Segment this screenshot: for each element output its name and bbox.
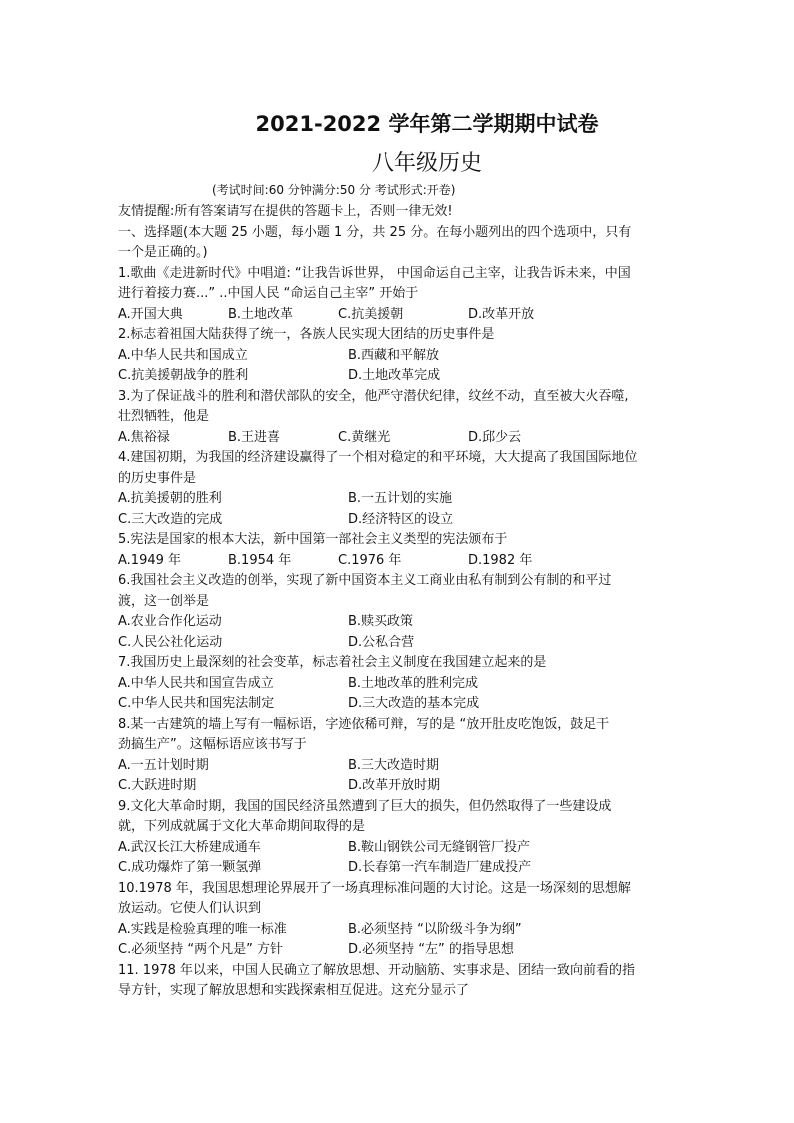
option-b: B.土地改革的胜利完成 bbox=[348, 675, 479, 691]
option-b: B.1954 年 bbox=[228, 552, 292, 568]
question-text-line: 4.建国初期，为我国的经济建设赢得了一个相对稳定的和平环境，大大提高了我国国际地位 bbox=[118, 450, 638, 465]
option-row bbox=[118, 551, 678, 572]
option-d: D.土地改革完成 bbox=[348, 368, 441, 383]
option-b: B.赎买政策 bbox=[348, 614, 414, 629]
option-row bbox=[118, 305, 678, 326]
option-row bbox=[118, 838, 678, 859]
question-text-line: 6.我国社会主义改造的创举，实现了新中国资本主义工商业由私有制到公有制的和平过 bbox=[118, 573, 612, 588]
option-d: D.三大改造的基本完成 bbox=[348, 696, 480, 711]
exam-body bbox=[118, 202, 678, 1002]
question-11 bbox=[118, 961, 678, 1002]
option-b: B.土地改革 bbox=[228, 306, 294, 322]
option-a: A.中华人民共和国成立 bbox=[118, 347, 248, 363]
question-text-line: 渡，这一创举是 bbox=[118, 593, 210, 609]
option-c: C.中华人民共和国宪法制定 bbox=[118, 696, 275, 711]
option-d: D.改革开放 bbox=[468, 306, 535, 322]
option-b: B.王进喜 bbox=[228, 429, 281, 445]
question-text-line: 劲搞生产”。这幅标语应该书写于 bbox=[118, 737, 307, 752]
option-a: A.农业合作化运动 bbox=[118, 614, 222, 629]
option-row bbox=[118, 858, 678, 879]
option-d: D.经济特区的设立 bbox=[348, 511, 454, 527]
option-row bbox=[118, 920, 678, 941]
reminder: 友情提醒:所有答案请写在提供的答题卡上，否则一律无效! bbox=[118, 204, 453, 219]
question-10 bbox=[118, 879, 678, 961]
question-text-line: 8.某一古建筑的墙上写有一幅标语，字迹依稀可辩，写的是 “放开肚皮吃饱饭，鼓足干 bbox=[118, 716, 610, 732]
option-b: B.一五计划的实施 bbox=[348, 491, 453, 506]
option-row bbox=[118, 756, 678, 777]
question-text-line: 3.为了保证战斗的胜利和潜伏部队的安全，他严守潜伏纪律，纹丝不动，直至被大火吞噬, bbox=[118, 388, 629, 404]
exam-info: (考试时间:60 分钟满分:50 分 考试形式:开卷) bbox=[212, 183, 456, 197]
option-b: B.西藏和平解放 bbox=[348, 347, 440, 363]
question-3 bbox=[118, 387, 678, 449]
question-text-line: 导方针，实现了解放思想和实践探索相互促进。这充分显示了 bbox=[118, 983, 470, 998]
option-a: A.中华人民共和国宣告成立 bbox=[118, 675, 274, 691]
option-row bbox=[118, 346, 678, 367]
option-a: A.一五计划时期 bbox=[118, 757, 209, 773]
option-row bbox=[118, 612, 678, 633]
option-row bbox=[118, 940, 678, 961]
exam-title: 2021-2022 学年第二学期期中试卷 bbox=[255, 112, 599, 136]
question-text-line: 2.标志着祖国大陆获得了统一，各族人民实现大团结的历史事件是 bbox=[118, 327, 495, 342]
option-a: A.1949 年 bbox=[118, 552, 182, 568]
section-heading-line1: 一、选择题(本大题 25 小题，每小题 1 分，共 25 分。在每小题列出的四个选项中，只有 bbox=[118, 224, 632, 240]
question-text-line: 1.歌曲《走进新时代》中唱道: “让我告诉世界， 中国命运自己主宰，让我告诉未来，中国 bbox=[118, 265, 631, 281]
option-row bbox=[118, 489, 678, 510]
question-9 bbox=[118, 797, 678, 879]
question-text-line: 就，下列成就属于文化大革命期间取得的是 bbox=[118, 819, 366, 834]
option-row bbox=[118, 633, 678, 654]
option-c: C.抗美援朝 bbox=[338, 306, 404, 322]
option-c: C.抗美援朝战争的胜利 bbox=[118, 368, 249, 383]
question-8 bbox=[118, 715, 678, 797]
option-a: A.焦裕禄 bbox=[118, 429, 170, 445]
question-4 bbox=[118, 448, 678, 530]
option-d: D.长春第一汽车制造厂建成投产 bbox=[348, 860, 532, 875]
option-c: C.成功爆炸了第一颗氢弹 bbox=[118, 860, 262, 875]
question-text-line: 进行着接力赛...” ..中国人民 “命运自己主宰” 开始于 bbox=[118, 286, 419, 301]
option-c: C.1976 年 bbox=[338, 552, 402, 568]
question-5 bbox=[118, 530, 678, 571]
option-row bbox=[118, 776, 678, 797]
question-text-line: 壮烈牺牲，他是 bbox=[118, 409, 210, 424]
option-d: D.改革开放时期 bbox=[348, 778, 441, 793]
option-row bbox=[118, 366, 678, 387]
option-c: C.人民公社化运动 bbox=[118, 634, 223, 650]
option-row bbox=[118, 510, 678, 531]
question-text-line: 9.文化大革命时期，我国的国民经济虽然遭到了巨大的损失，但仍然取得了一些建设成 bbox=[118, 798, 612, 814]
option-c: C.黄继光 bbox=[338, 429, 391, 445]
option-row bbox=[118, 428, 678, 449]
question-list bbox=[118, 264, 678, 1002]
option-a: A.实践是检验真理的唯一标准 bbox=[118, 921, 287, 937]
question-text-line: 10.1978 年，我国思想理论界展开了一场真理标准问题的大讨论。这是一场深刻的思想解 bbox=[118, 880, 631, 896]
option-d: D.1982 年 bbox=[468, 552, 533, 568]
question-1 bbox=[118, 264, 678, 326]
option-a: A.开国大典 bbox=[118, 306, 183, 322]
option-b: B.三大改造时期 bbox=[348, 757, 440, 773]
option-d: D.公私合营 bbox=[348, 634, 415, 650]
question-text-line: 放运动。它使人们认识到 bbox=[118, 901, 262, 916]
option-b: B.鞍山钢铁公司无缝钢管厂投产 bbox=[348, 839, 531, 855]
exam-subtitle: 八年级历史 bbox=[371, 151, 482, 176]
option-c: C.三大改造的完成 bbox=[118, 511, 223, 527]
question-text-line: 7.我国历史上最深刻的社会变革，标志着社会主义制度在我国建立起来的是 bbox=[118, 655, 547, 670]
option-row bbox=[118, 674, 678, 695]
section-heading-line2: 一个是正确的。) bbox=[118, 245, 208, 260]
option-d: D.邱少云 bbox=[468, 429, 522, 445]
option-c: C.必须坚持 “两个凡是” 方针 bbox=[118, 942, 283, 957]
question-text-line: 5.宪法是国家的根本大法，新中国第一部社会主义类型的宪法颁布于 bbox=[118, 532, 508, 547]
option-b: B.必须坚持 “以阶级斗争为纲” bbox=[348, 921, 522, 937]
question-text-line: 的历史事件是 bbox=[118, 470, 197, 486]
option-c: C.大跃进时期 bbox=[118, 778, 197, 793]
question-7 bbox=[118, 653, 678, 715]
option-a: A.武汉长江大桥建成通车 bbox=[118, 839, 261, 855]
question-2 bbox=[118, 325, 678, 387]
question-6 bbox=[118, 571, 678, 653]
option-row bbox=[118, 694, 678, 715]
option-d: D.必须坚持 “左” 的指导思想 bbox=[348, 942, 514, 957]
option-a: A.抗美援朝的胜利 bbox=[118, 491, 222, 506]
question-text-line: 11. 1978 年以来，中国人民确立了解放思想、开动脑筋、实事求是、团结一致向前看的指 bbox=[118, 962, 636, 978]
